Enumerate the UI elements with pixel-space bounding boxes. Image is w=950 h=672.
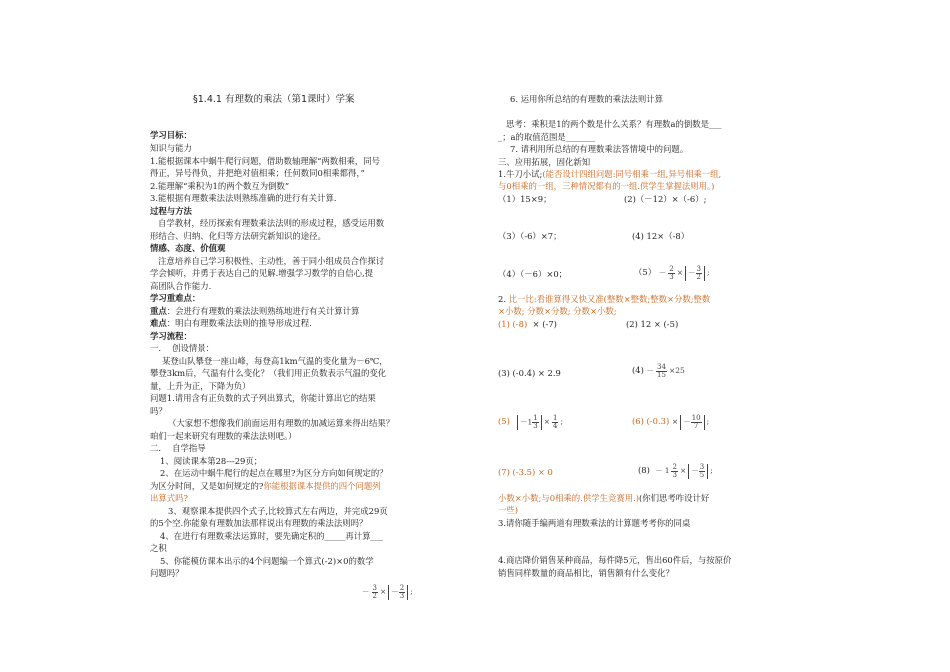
fraction (668, 266, 674, 281)
text-line: 咱们一起来研究有理数的乘法法则吧。） (150, 431, 297, 441)
exercise-label: (1) (-8) (498, 319, 528, 329)
exercise (498, 466, 553, 478)
exercise (498, 318, 557, 330)
text-line: 形结合、归纳、化归等方法研究新知识的途径。 (150, 231, 326, 241)
exercise-label: (6) (-0.3) (632, 416, 670, 427)
highlight-text: 一些) (498, 505, 519, 515)
fraction (671, 464, 677, 479)
exercise: （3）（-6）×7； (498, 231, 562, 241)
text-line: 思考：乘积是1的两个数是什么关系？有理数a的倒数是___ (506, 119, 722, 129)
exercise (638, 464, 713, 479)
text-line: 三、应用拓展，固化新知 (498, 157, 591, 167)
absolute-value: － $\frac{10}{7}$ (680, 415, 704, 430)
text-line: 一. 创设情景： (150, 343, 214, 353)
text-line: 4.商店降价销售某种商品，每件降5元，售出60件后，与按原价 (498, 555, 732, 565)
section-heading: 学习重难点： (150, 293, 201, 303)
numerator: 34 (657, 363, 666, 371)
exercise: (4) 12×（-8） (632, 231, 690, 241)
text-line (498, 492, 709, 504)
text-line: 二. 自学指导 (150, 443, 206, 453)
exercise-text: × (-7) (532, 319, 557, 329)
denominator: 3 (672, 471, 677, 479)
highlight-text: 比一比:看谁算得又快又准(整数×整数;整数×分数;整数 (508, 294, 711, 304)
fraction (691, 415, 702, 430)
denominator: 3 (533, 422, 538, 430)
denominator: 15 (657, 371, 666, 379)
math-expression (362, 585, 413, 600)
section-heading: 情感、态度、价值观 (150, 243, 226, 253)
fraction (552, 415, 558, 430)
text-line: 问题吗？ (150, 568, 184, 578)
difficulty-text: ：明白有理数乘法法则的推导形成过程. (166, 318, 312, 328)
text-line (150, 305, 359, 317)
text-segment: 2. (498, 294, 509, 304)
math-expression: － $\frac{34}{15}$ ×25 (646, 363, 685, 379)
exercise: （4）（－6）×0； (498, 269, 568, 279)
text-line: 量，上升为正，下降为负） (150, 381, 251, 391)
text-line: _；a的取值范围是_______ (498, 132, 596, 142)
text-line (498, 168, 721, 180)
text-segment: (你们思考咋设计好 (639, 493, 710, 503)
absolute-value: － $\frac{3}{2}$ (685, 266, 705, 281)
numerator: 2 (399, 584, 405, 592)
denominator: 3 (669, 273, 674, 281)
exercise-label: (5) (498, 416, 510, 427)
text-segment: 为区分时间，又是如何规定的? (150, 481, 264, 491)
math-expression: － 1 $\frac{2}{3}$ × － $\frac{3}{5}$ ; (655, 463, 713, 479)
exercise (632, 415, 709, 430)
numerator: 2 (669, 265, 674, 273)
text-line: 的5个空.你能象有理数加法那样说出有理数的乘法法则吗？ (150, 518, 368, 528)
text-line (498, 293, 710, 305)
times-sign: × (379, 587, 387, 597)
fraction (699, 464, 705, 479)
fraction (656, 364, 667, 379)
learning-goals-heading: 学习目标： (150, 130, 192, 140)
highlight-text: (能否设计四组问题:同号相乘一组,异号相乘一组, (542, 169, 722, 179)
text-line: 吗？ (150, 406, 167, 416)
exercise-text: ×25 (668, 366, 685, 376)
section-heading: 学习流程： (150, 331, 192, 341)
text-line: 得正，异号得负，并把绝对值相乘；任何数同0相乘都得，” (150, 168, 365, 178)
key-point-text: ：会进行有理数的乘法法则熟练地进行有关计算计算 (166, 306, 360, 316)
exercise: (2)（－12）×（-6）; (624, 194, 707, 204)
math-expression: －1 $\frac{1}{3}$ × $\frac{1}{4}$ ; (513, 415, 563, 430)
text-line: （大家想不想像我们前面运用有理数的加减运算来得出结果？ (168, 418, 395, 428)
math-expression: － $\frac{2}{3}$ × － $\frac{3}{2}$ ; (658, 265, 710, 281)
minus-sign: － (391, 587, 399, 597)
exercise: （1）15×9； (498, 194, 552, 204)
whole-part: 1 (664, 466, 670, 476)
text-line: 2.能理解“乘积为1的两个数互为倒数” (150, 181, 290, 191)
text-line: 3.能根据有理数乘法法则熟练准确的进行有关计算. (150, 193, 337, 203)
text-line: 5、你能模仿课本出示的4个问题编一个算式(-2)×0的数学 (160, 556, 374, 566)
difficulty-label: 难点 (150, 318, 167, 328)
numerator: 10 (691, 414, 701, 422)
fraction (372, 585, 378, 600)
text-line: 4、在进行有理数乘法运算时，要先确定积的_____再计算___ (160, 531, 384, 541)
absolute-value: －1 $\frac{1}{3}$ (517, 415, 542, 430)
denominator: 3 (399, 592, 405, 600)
text-line: 1、阅读课本第28---29页； (160, 456, 263, 466)
section-heading: 知识与能力 (150, 143, 192, 153)
exercise (498, 415, 563, 430)
text-line: 高团队合作能力. (150, 281, 212, 291)
text-line: 7. 请利用所总结的有理数乘法答情境中的问题。 (510, 144, 689, 154)
denominator: 4 (552, 422, 558, 430)
absolute-value (388, 585, 408, 600)
text-line: 自学教材，经历探索有理数乘法法则的形成过程，感受运用数 (158, 218, 385, 228)
numerator: 1 (533, 414, 538, 422)
absolute-value: － $\frac{3}{5}$ (688, 464, 708, 479)
highlight-text: ×小数; 分数×分数; 分数×小数; (498, 306, 617, 316)
semicolon: ; (410, 587, 413, 597)
numerator: 3 (372, 584, 377, 592)
minus-sign: － (362, 587, 370, 597)
text-line: 2、在运动中蜗牛爬行的起点在哪里?为区分方向如何规定的？ (160, 468, 388, 478)
math-expression: × － $\frac{10}{7}$ ; (671, 414, 710, 430)
highlight-text: 与0相乘的一组，三种情况都有的一组.供学生掌握法则用。) (498, 181, 715, 191)
exercise: (2) 12 × (-5) (626, 319, 679, 329)
text-line: 某登山队攀登一座山峰，每登高1km气温的变化量为－6℃， (162, 356, 388, 366)
exercise-label: (8) (638, 465, 650, 476)
numerator: 1 (552, 414, 558, 422)
exercise (632, 364, 685, 379)
exercise-label: (7) (-3.5) × 0 (498, 467, 553, 477)
fraction (399, 585, 405, 600)
highlight-text: 你能根据课本提供的四个问题列 (263, 481, 381, 491)
text-line (150, 480, 381, 492)
text-line: 1.能根据课本中蜗牛爬行问题，借助数轴理解“两数相乘，同号 (150, 156, 381, 166)
denominator: 2 (696, 273, 701, 281)
text-line: 之积 (150, 543, 167, 553)
fraction (532, 415, 538, 430)
text-line: 攀登3km后，气温有什么变化？（我们用正负数表示气温的变化 (150, 368, 387, 378)
exercise-label: (4) (632, 365, 644, 376)
denominator: 5 (699, 471, 705, 479)
text-line: 问题1.请用含有正负数的式子列出算式，你能计算出它的结果 (150, 393, 376, 403)
highlight-text: 出算式吗? (150, 493, 188, 503)
denominator: 7 (693, 422, 699, 430)
fraction (696, 266, 702, 281)
exercise (634, 266, 710, 281)
whole-part: 1 (527, 417, 533, 427)
numerator: 3 (699, 463, 705, 471)
exercise: (3) (-0.4) × 2.9 (498, 368, 561, 378)
denominator: 2 (372, 592, 377, 600)
highlight-text: 小数×小数;与0相乘的.供学生竞赛用.) (498, 493, 640, 503)
exercise-label: （5） (634, 267, 657, 278)
text-line (150, 317, 312, 329)
text-line: 注意培养自己学习积极性、主动性，善于同小组成员合作探讨 (158, 256, 385, 266)
key-point-label: 重点 (150, 306, 167, 316)
text-line: 学会倾听，并勇于表达自己的见解.增强学习数学的自信心,提 (150, 268, 374, 278)
section-heading: 过程与方法 (150, 206, 192, 216)
page-title: §1.4.1 有理数的乘法（第1课时）学案 (193, 94, 355, 105)
text-line: 销售同样数量的商品相比，销售额有什么变化？ (498, 568, 674, 578)
text-line: 3.请你随手编两道有理数乘法的计算题考考你的同桌 (498, 518, 691, 528)
text-segment: 1.牛刀小试; (498, 169, 543, 179)
text-line: 3、观察课本提供四个式子,比较算式左右两边，并完成29页 (168, 506, 388, 516)
numerator: 3 (696, 265, 701, 273)
numerator: 2 (672, 463, 677, 471)
text-line: 6. 运用你所总结的有理数的乘法法则计算 (510, 94, 664, 104)
